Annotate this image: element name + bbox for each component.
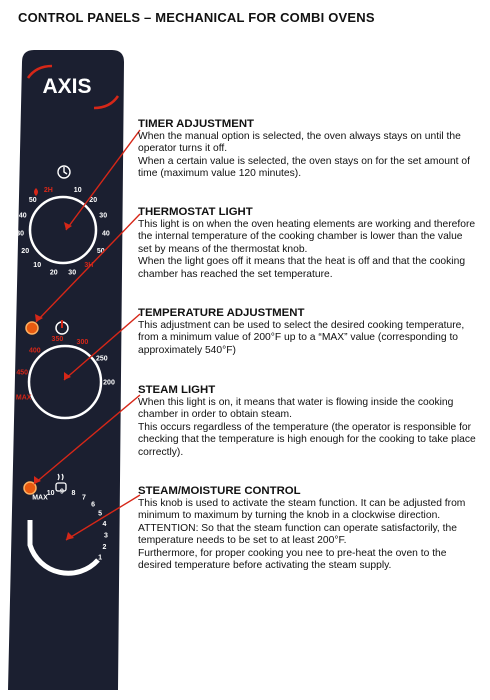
dial-label: 7 — [82, 494, 86, 502]
dial-label: 20 — [89, 196, 98, 204]
dial-label: 50 — [28, 196, 37, 204]
dial-label: 2 — [102, 543, 107, 551]
dial-label: 450 — [16, 369, 29, 377]
dial-label: 5 — [98, 510, 103, 518]
dial-label: 3H — [84, 261, 94, 269]
dial-label: 250 — [95, 355, 108, 363]
section-temperature — [138, 307, 478, 357]
dial-label: 300 — [76, 339, 89, 347]
dial-label: 400 — [28, 347, 41, 355]
section-steam-control — [138, 485, 478, 572]
section-paragraph: When this light is on, it means that water is flowing inside the cooking chamber in order to obtain steam. — [138, 397, 454, 421]
section-heading: TEMPERATURE ADJUSTMENT — [138, 307, 305, 319]
dial-label: 40 — [18, 212, 27, 220]
section-paragraph: This adjustment can be used to select the desired cooking temperature, from a minimum value of 200°F up to a “MAX” value (corresponding to approximately 540°F) — [138, 320, 465, 356]
dial-label: 4 — [102, 521, 107, 529]
section-paragraph: This knob is used to activate the steam function. It can be adjusted from minimum to maximum by turning the knob in a clockwise direction. — [138, 498, 466, 522]
section-steam-light — [138, 384, 478, 459]
section-paragraph: When the manual option is selected, the oven always stays on until the operator turns it off. — [138, 131, 461, 155]
dial-label: 30 — [68, 269, 77, 277]
section-heading: TIMER ADJUSTMENT — [138, 118, 255, 130]
dial-label: 40 — [102, 230, 110, 238]
dial-label: MAX — [15, 394, 32, 402]
dial-label: 2H — [43, 187, 53, 195]
section-paragraph: This light is on when the oven heating elements are working and therefore the internal temperature of the cooking chamber is lower than the value set by means of the thermostat knob. — [138, 219, 476, 255]
section-paragraph: Furthermore, for proper cooking you nee to pre-heat the oven to the desired temperature before activating the steam supply. — [138, 547, 447, 572]
section-paragraph: This occurs regardless of the temperature (the operator is responsible for checking that the temperature is high enough for the cooking to take place correctly). — [138, 421, 476, 458]
section-thermostat-light — [138, 206, 478, 281]
dial-label: MAX — [32, 494, 48, 502]
brand-name: AXIS — [42, 75, 92, 98]
page-title: CONTROL PANELS – MECHANICAL FOR COMBI OVENS — [18, 10, 375, 25]
dial-label: 20 — [21, 248, 30, 255]
dial-label: 10 — [33, 261, 42, 269]
dial-label: 30 — [99, 212, 108, 220]
section-heading: STEAM/MOISTURE CONTROL — [138, 485, 301, 497]
dial-label: 10 — [73, 187, 82, 195]
section-paragraph: ATTENTION: So that the steam function can operate satisfactorily, the temperature needs to be set to at least 200°F. — [138, 522, 457, 547]
dial-label: 3 — [104, 532, 108, 540]
section-paragraph: When the light goes off it means that the heat is off and that the cooking chamber has reached the set temperature. — [138, 256, 466, 280]
dial-label: 8 — [71, 490, 76, 497]
dial-label: 6 — [91, 501, 96, 509]
section-heading: THERMOSTAT LIGHT — [138, 206, 253, 218]
section-timer — [138, 118, 478, 181]
dial-label: 20 — [49, 269, 58, 277]
dial-label: 350 — [51, 336, 64, 344]
section-paragraph: When a certain value is selected, the oven stays on for the set amount of time (maximum value 120 minutes). — [138, 155, 470, 180]
dial-label: 1 — [98, 554, 103, 562]
thermostat-light — [26, 322, 38, 334]
dial-label: 10 — [46, 490, 55, 497]
dial-label: 9 — [60, 488, 64, 496]
dial-label: 30 — [16, 230, 24, 238]
section-heading: STEAM LIGHT — [138, 384, 216, 396]
dial-label: 50 — [96, 248, 105, 255]
dial-label: 200 — [103, 379, 115, 387]
